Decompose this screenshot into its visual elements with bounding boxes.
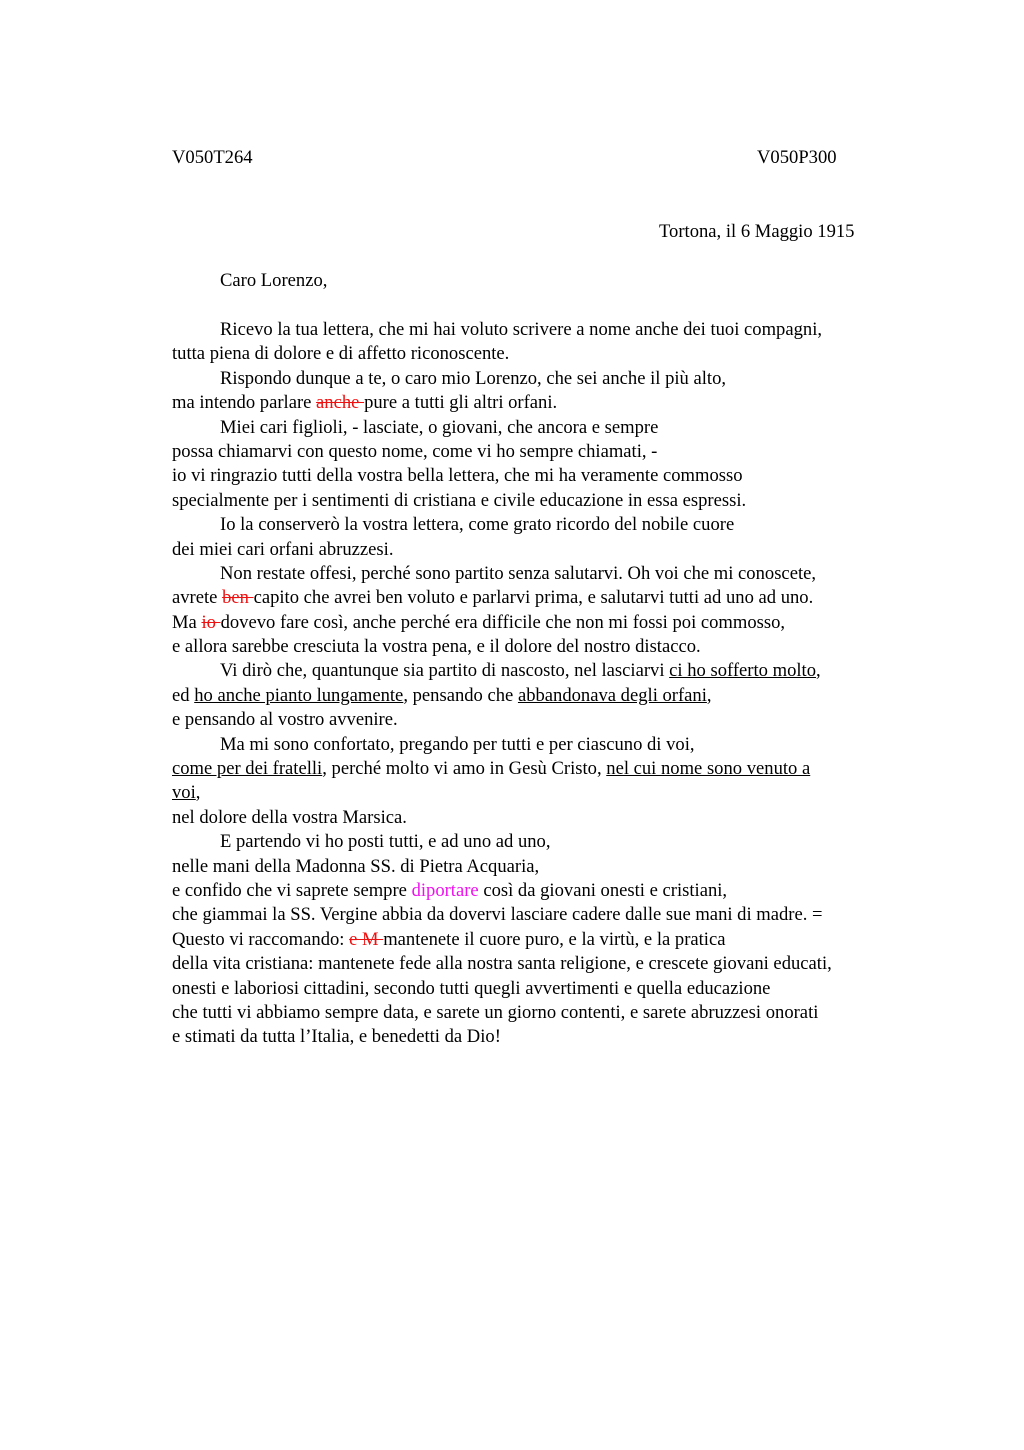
text-line: e stimati da tutta l’Italia, e benedetti da Dio! [172,1026,501,1048]
underlined-text: nel cui nome sono venuto a [606,758,811,780]
text-segment: e confido che vi saprete sempre [172,879,412,901]
deleted-text: io [201,611,221,633]
text-segment: mantenete il cuore puro, e la virtù, e la pratica [383,928,726,950]
text-segment: dovevo fare così, anche perché era difficile che non mi fossi poi commosso, [220,611,786,633]
text-line [172,659,912,683]
text-line [172,684,912,708]
text-line [172,757,912,781]
text-segment: , pensando che [403,684,518,706]
text-line: nel dolore della vostra Marsica. [172,806,407,828]
text-line: io vi ringrazio tutti della vostra bella lettera, che mi ha veramente commosso [172,465,743,487]
text-segment: avrete [172,587,223,609]
highlighted-text: diportare [411,879,479,901]
document-code-right: V050P300 [757,147,837,168]
text-line: nelle mani della Madonna SS. di Pietra Acquaria, [172,855,540,877]
text-line [172,928,912,952]
underlined-text: ho anche pianto lungamente [194,684,404,706]
letter-body [172,318,912,1050]
deleted-text: e M [349,928,384,950]
text-segment: Questo vi raccomando: [172,928,350,950]
text-segment: Ma [172,611,202,633]
text-segment: , [706,684,712,706]
underlined-text: ci ho sofferto molto [669,660,816,682]
text-line: che tutti vi abbiamo sempre data, e sarete un giorno contenti, e sarete abruzzesi onorati [172,1001,819,1023]
text-line: Rispondo dunque a te, o caro mio Lorenzo, che sei anche il più alto, [220,367,727,389]
text-line: Miei cari figlioli, - lasciate, o giovani, che ancora e sempre [220,416,659,438]
document-code-left: V050T264 [172,147,253,168]
text-line: tutta piena di dolore e di affetto riconoscente. [172,343,510,365]
deleted-text: anche [316,392,365,414]
text-line: Ricevo la tua lettera, che mi hai voluto scrivere a nome anche dei tuoi compagni, [220,319,823,340]
text-segment: capito che avrei ben voluto e parlarvi prima, e salutarvi tutti ad uno ad uno. [253,587,814,609]
text-line: Non restate offesi, perché sono partito senza salutarvi. Oh voi che mi conoscete, [220,562,817,584]
salutation: Caro Lorenzo, [220,270,328,291]
text-line: Ma mi sono confortato, pregando per tutti e per ciascuno di voi, [220,733,695,755]
text-line: e allora sarebbe cresciuta la vostra pena, e il dolore del nostro distacco. [172,636,701,658]
text-line: della vita cristiana: mantenete fede alla nostra santa religione, e crescete giovani educati, [172,953,832,975]
text-segment: ma intendo parlare [172,392,317,414]
deleted-text: ben [222,587,254,609]
text-segment: pure a tutti gli altri orfani. [364,392,558,414]
text-line [172,879,912,903]
text-segment: , perché molto vi amo in Gesù Cristo, [322,758,607,780]
underlined-text: abbandonava degli orfani [517,684,707,706]
text-line: specialmente per i sentimenti di cristiana e civile educazione in essa espressi. [172,489,747,511]
text-line: possa chiamarvi con questo nome, come vi ho sempre chiamati, - [172,440,658,462]
text-line: dei miei cari orfani abruzzesi. [172,538,394,560]
text-line: onesti e laboriosi cittadini, secondo tutti quegli avvertimenti e quella educazione [172,977,771,999]
text-line [172,781,912,805]
text-line [172,611,912,635]
text-line: e pensando al vostro avvenire. [172,709,398,731]
text-segment: così da giovani onesti e cristiani, [478,879,728,901]
text-line [172,586,912,610]
text-line: Io la conserverò la vostra lettera, come grato ricordo del nobile cuore [220,514,735,536]
underlined-text: come per dei fratelli [172,758,323,780]
text-segment: Vi dirò che, quantunque sia partito di nascosto, nel lasciarvi [220,660,670,682]
text-segment: , [195,782,201,804]
date-line: Tortona, il 6 Maggio 1915 [659,221,855,242]
text-line [172,391,912,415]
text-line: E partendo vi ho posti tutti, e ad uno ad uno, [220,831,551,853]
text-line: che giammai la SS. Vergine abbia da dovervi lasciare cadere dalle sue mani di madre. = [172,904,823,926]
text-segment: , [816,660,821,682]
underlined-text: voi [172,782,196,804]
text-segment: ed [172,684,195,706]
